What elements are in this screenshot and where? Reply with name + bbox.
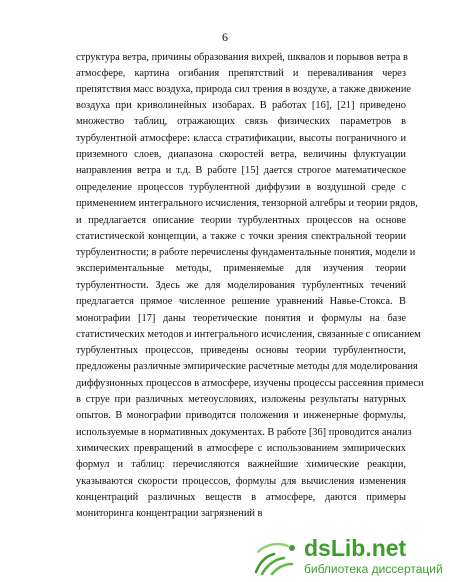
text-line: приземного слоев, диапазона скоростей ветра, величины флуктуации bbox=[76, 149, 406, 160]
text-line: монографии [17] даны теоретические понятия и формулы на базе bbox=[76, 313, 406, 324]
text-line: множество таблиц, отражающих связь физических параметров в bbox=[76, 116, 406, 127]
text-line: определение процессов турбулентной диффузии в воздушной среде с bbox=[76, 182, 406, 193]
text-line: экспериментальные методы, применяемые для изучения теории bbox=[76, 263, 406, 274]
text-line: воздуха при криволинейных изобарах. В работах [16], [21] приведено bbox=[76, 100, 406, 111]
text-line: и предлагается описание теории турбулентных процессов на основе bbox=[76, 215, 406, 226]
dslib-logo-icon bbox=[252, 534, 302, 578]
text-line: в струе при различных метеоусловиях, изложены результаты натурных bbox=[76, 394, 406, 405]
text-line: турбулентной атмосфере: класса стратификации, высоты пограничного и bbox=[76, 133, 406, 144]
text-line: диффузионных процессов в атмосфере, изучены процессы рассеяния примеси bbox=[76, 378, 424, 389]
text-line: указываются скорости процессов, формулы для вычисления изменения bbox=[76, 476, 406, 487]
text-line: направления ветра и т.д. В работе [15] дается строгое математическое bbox=[76, 165, 406, 176]
watermark bbox=[252, 534, 448, 580]
page-number: 6 bbox=[222, 30, 228, 44]
text-line: турбулентности; в работе перечислены фундаментальные понятия, модели и bbox=[76, 247, 416, 258]
watermark-site-name: dsLib.net bbox=[304, 535, 407, 561]
text-line: концентраций различных веществ в атмосфере, даются примеры bbox=[76, 492, 406, 503]
text-line: формул и таблиц: перечисляются важнейшие химические реакции, bbox=[76, 459, 406, 470]
text-line: химических превращений в атмосфере с использованием эмпирических bbox=[76, 443, 406, 454]
text-line: статистических методов и интегрального исчисления, связанные с описанием bbox=[76, 329, 421, 340]
text-line: опытов. В монографии приводятся положения и инженерные формулы, bbox=[76, 410, 406, 421]
text-line: применением интегрального исчисления, тензорной алгебры и теории рядов, bbox=[76, 198, 418, 209]
text-line: турбулентности. Здесь же для моделирования турбулентных течений bbox=[76, 280, 406, 291]
text-line: препятствия масс воздуха, природа сил трения в воздухе, а также движение bbox=[76, 84, 412, 95]
text-line: структура ветра, причины образования вихрей, шквалов и порывов ветра в bbox=[76, 52, 408, 63]
text-line: мониторинга концентрации загрязнений в bbox=[76, 508, 263, 519]
watermark-caption: библиотека диссертаций bbox=[304, 562, 443, 576]
text-line: атмосфере, картина огибания препятствий и переваливания через bbox=[76, 68, 406, 79]
text-line: используемые в нормативных документах. В работе [36] проводится анализ bbox=[76, 427, 412, 438]
text-line: предлагается прямое численное решение уравнений Навье-Стокса. В bbox=[76, 296, 406, 307]
text-line: турбулентных процессов, приведены основы теории турбулентности, bbox=[76, 345, 406, 356]
text-line: предложены различные эмпирические расчетные методы для моделирования bbox=[76, 361, 418, 372]
text-line: статистической концепции, а также с точки зрения спектральной теории bbox=[76, 231, 406, 242]
